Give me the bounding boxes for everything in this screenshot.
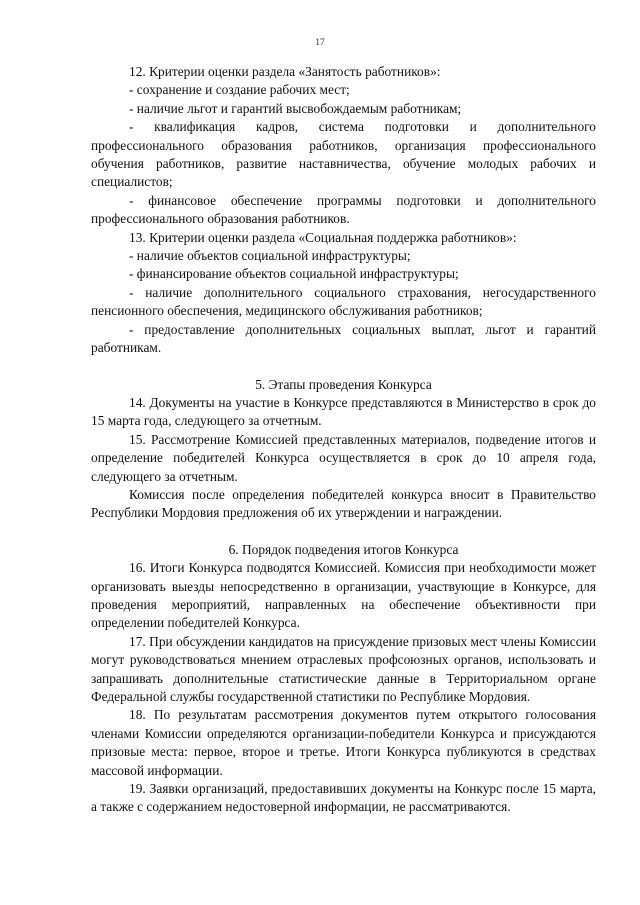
paragraph-12-heading: 12. Критерии оценки раздела «Занятость работников»: <box>129 64 441 79</box>
list-item-infrastructure-financing: - финансирование объектов социальной инфраструктуры; <box>129 266 459 282</box>
paragraph-17: 17. При обсуждении кандидатов на присуждение призовых мест члены Комиссии могут руководствоваться мнением отраслевых профсоюзных органов, использовать и запрашивать дополнительные статистические данные в Территориальном органе Федеральной службы государственной статистики по Республике Мордовия. <box>91 633 596 704</box>
paragraph-13-heading: 13. Критерии оценки раздела «Социальная поддержка работников»: <box>129 229 517 245</box>
list-item-financing-training: - финансовое обеспечение программы подготовки и дополнительного профессионального образования работников. <box>91 192 596 227</box>
paragraph-commission: Комиссия после определения победителей конкурса вносит в Правительство Республики Мордовия предложения об их утверждении и награждении. <box>91 486 596 521</box>
paragraph-16: 16. Итоги Конкурса подводятся Комиссией. Комиссия при необходимости может организовать выезды непосредственно в организации, участвующие в Конкурсе, для проведения мероприятий, направленных на обеспечение объективности при определении победителей Конкурса. <box>91 560 596 631</box>
list-item-benefits: - наличие льгот и гарантий высвобождаемым работникам; <box>129 100 462 116</box>
list-item-insurance: - наличие дополнительного социального страхования, негосударственного пенсионного обеспечения, медицинского обслуживания работников; <box>91 284 596 319</box>
section-6-heading: 6. Порядок подведения итогов Конкурса <box>228 541 459 557</box>
page-number: 17 <box>315 38 325 48</box>
paragraph-15: 15. Рассмотрение Комиссией представленных материалов, подведение итогов и определение победителей Конкурса осуществляется в срок до 10 апреля года, следующего за отчетным. <box>91 431 596 484</box>
list-item-jobs: - сохранение и создание рабочих мест; <box>129 82 350 98</box>
section-5-heading: 5. Этапы проведения Конкурса <box>255 376 432 392</box>
paragraph-14: 14. Документы на участие в Конкурсе представляются в Министерство в срок до 15 марта года, следующего за отчетным. <box>91 394 596 429</box>
list-item-infrastructure: - наличие объектов социальной инфраструктуры; <box>129 248 411 264</box>
paragraph-19: 19. Заявки организаций, предоставивших документы на Конкурс после 15 марта, а также с содержанием недостоверной информации, не рассматриваются. <box>91 781 596 815</box>
document-body <box>91 63 596 817</box>
list-item-qualification: - квалификация кадров, система подготовки и дополнительного профессионального образования работников, организация профессионального обучения работников, развитие наставничества, обучение молодых рабочих и специалистов; <box>91 119 596 190</box>
paragraph-18: 18. По результатам рассмотрения документов путем открытого голосования членами Комиссии определяются организации-победители Конкурса и присуждаются призовые места: первое, второе и третье. Итоги Конкурса публикуются в средствах массовой информации. <box>91 707 596 778</box>
list-item-social-payments: - предоставление дополнительных социальных выплат, льгот и гарантий работникам. <box>91 321 596 356</box>
